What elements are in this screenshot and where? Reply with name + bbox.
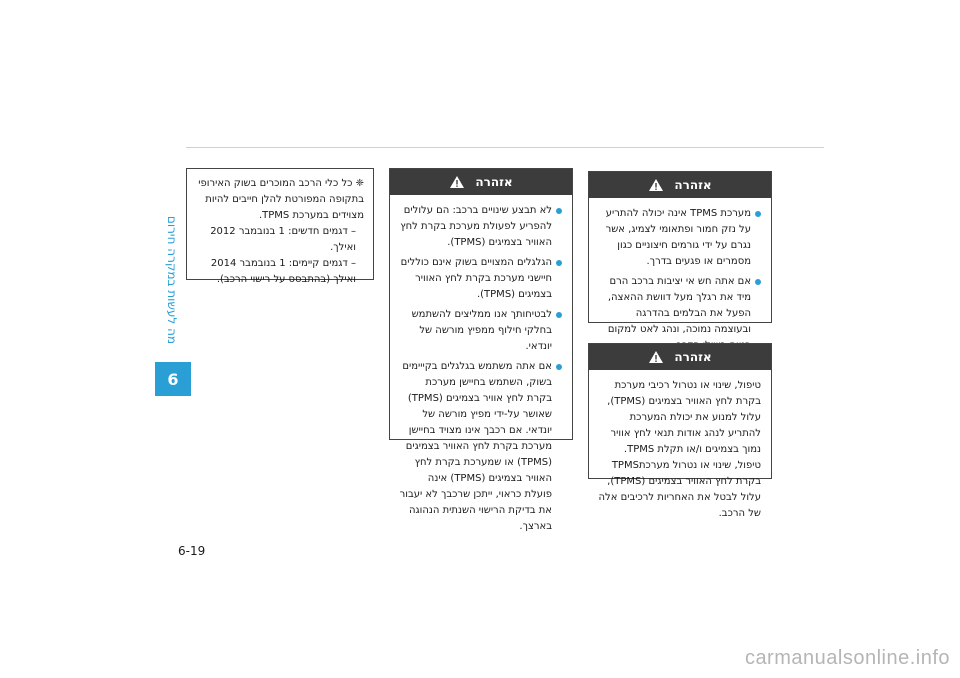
bullet-dot bbox=[556, 208, 562, 214]
warning-triangle-icon bbox=[648, 178, 664, 192]
watermark: carmanualsonline.info bbox=[744, 647, 950, 669]
warning-triangle-icon bbox=[648, 350, 664, 364]
warning-item: מערכת TPMS אינה יכולה להתריע על נזק חמור ופתאומי לצמיג, אשר נגרם על ידי גורמים חיצוניים כגון מסמרים או פגעים בדרך. bbox=[597, 206, 761, 270]
info-box bbox=[186, 168, 374, 285]
warning-header bbox=[589, 172, 771, 198]
warning-item: לבטיחותך אנו ממליצים להשתמש בחלקי חילוף ממפיץ מורשה של יונדאי. bbox=[398, 307, 562, 355]
warning-triangle-icon bbox=[449, 175, 465, 189]
info-line-1: כל כלי הרכב המוכרים בשוק האירופי bbox=[198, 178, 353, 189]
warning-header-label: אזהרה bbox=[674, 178, 712, 192]
info-line-2: בתקופה המפורטת להלן חייבים להיות bbox=[205, 194, 364, 205]
page-number: 6-19 bbox=[178, 544, 206, 558]
chapter-number-tab: 6 bbox=[155, 362, 191, 396]
asterisk-symbol: ❈ bbox=[355, 178, 364, 189]
info-line-5: ואילך. bbox=[330, 242, 356, 253]
info-line-3: מצוידים במערכת TPMS. bbox=[258, 210, 364, 221]
info-line-7: ואילך (בהתבסס על רישוי הרכב). bbox=[216, 274, 356, 285]
warning-box-right-bottom bbox=[588, 343, 772, 519]
warning-item: אם אתה משתמש בגלגלים בקייימים בשוק, השתמש בחיישן מערכת בקרת לחץ אוויר בצמיגים (TPMS) שאושר על-ידי מפיץ מורשה של יונדאי. אם רכבך אינו מצויד בחיישן מערכת בקרת לחץ האוויר בצמיגים (TPMS) או שמערכת בקרת לחץ האוויר בצמיגים (TPMS) אינה פועלת כראוי, ייתכן שרכבך לא יעבור את בדיקת הרישוי השנתית הנהוגה בארצך. bbox=[398, 359, 562, 535]
warning-item: לא תבצע שינויים ברכב: הם עלולים להפריע לפעולת מערכת בקרת לחץ האוויר בצמיגים (TPMS). bbox=[398, 203, 562, 251]
bullet-dot bbox=[556, 260, 562, 266]
warning-header bbox=[589, 344, 771, 370]
warning-item: אם אתה חש אי יציבות ברכב הרם מיד את רגלך מעל דוושת ההאצה, הפעל את הבלמים בהדרגה ובעוצמה נמוכה, ונהג לאט למקום bbox=[597, 274, 761, 354]
warning-header-label: אזהרה bbox=[475, 175, 513, 189]
warning-box-middle bbox=[389, 168, 573, 532]
warning-box-right-top bbox=[588, 171, 772, 335]
bullet-dot bbox=[755, 211, 761, 217]
info-line-6: – דגמים קיימים: 1 בנובמבר 2014 bbox=[210, 258, 356, 269]
warning-item: הגלגלים המצויים בשוק אינם כוללים חיישני מערכת בקרת לחץ האוויר בצמיגים (TPMS). bbox=[398, 255, 562, 303]
warning-paragraph: טיפול, שינוי או נטרול רכיבי מערכת בקרת לחץ האוויר בצמיגים (TPMS), עלול למנוע את יכולת המערכת להתריע לנהג אודות תנאי לחץ אוויר נמוך בצמיגים ו/או תקלת TPMS. טיפול, שינוי או נטרול מערכתTPMS בקרת לחץ האוויר בצמיגים (TPMS), עלול לבטל את האחריות לרכיבים אלה של הרכב. bbox=[598, 380, 761, 519]
warning-header-label: אזהרה bbox=[674, 350, 712, 364]
warning-header bbox=[390, 169, 572, 195]
chapter-title-text: מה לעשות במקרה חירום bbox=[165, 215, 180, 345]
top-rule bbox=[186, 147, 824, 148]
bullet-dot bbox=[556, 364, 562, 370]
bullet-dot bbox=[755, 279, 761, 285]
info-line-4: – דגמים חדשים: 1 בנובמבר 2012 bbox=[210, 226, 356, 237]
bullet-dot bbox=[556, 312, 562, 318]
